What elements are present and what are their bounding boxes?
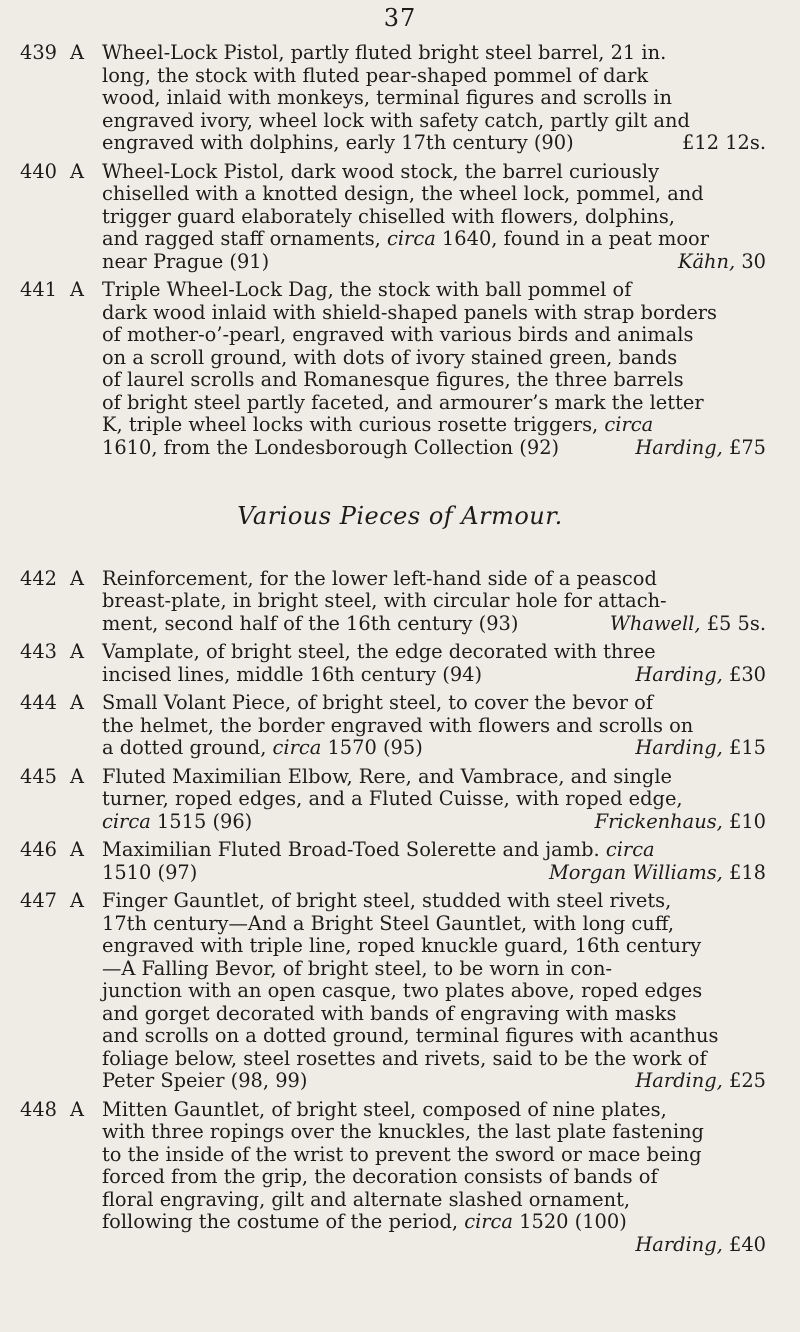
article: A — [70, 691, 85, 714]
catalogue-entry — [0, 766, 800, 834]
buyer-name: Harding, — [635, 1232, 729, 1256]
buyer-price — [635, 737, 766, 760]
buyer-price — [682, 132, 766, 155]
entry-line: breast-plate, in bright steel, with circular hole for attach- — [102, 589, 667, 612]
entry-line: of mother-o’-pearl, engraved with various birds and animals — [102, 323, 694, 346]
article: A — [70, 41, 85, 64]
entry-line: turner, roped edges, and a Fluted Cuisse, with roped edge, — [102, 787, 683, 810]
entry-line: chiselled with a knotted design, the wheel lock, pommel, and — [102, 182, 704, 205]
article: A — [70, 764, 85, 788]
catalogue-entry — [0, 1099, 800, 1257]
article: A — [70, 889, 85, 912]
entry-line: —A Falling Bevor, of bright steel, to be worn in con- — [102, 956, 613, 980]
lot-number: 442 — [20, 566, 58, 590]
price: £75 — [728, 435, 766, 459]
lot-number: 448 — [20, 1097, 58, 1121]
entry-line: dark wood inlaid with shield-shaped panels with strap borders — [102, 300, 718, 324]
buyer-name: Kähn, — [677, 249, 742, 273]
price: £18 — [728, 860, 766, 884]
price: 30 — [741, 249, 766, 273]
buyer-name: Whawell, — [609, 611, 707, 635]
buyer-name: Frickenhaus, — [594, 809, 729, 833]
entry-line: Wheel-Lock Pistol, dark wood stock, the barrel curiously — [102, 159, 660, 183]
entry-line: Mitten Gauntlet, of bright steel, composed of nine plates, — [102, 1097, 667, 1121]
buyer-price — [635, 1070, 766, 1093]
entry-line: Maximilian Fluted Broad-Toed Solerette and jamb. circa — [102, 838, 655, 861]
buyer-name: Morgan Williams, — [548, 860, 729, 884]
buyer-name: Harding, — [635, 435, 729, 459]
entry-line: incised lines, middle 16th century (94) Harding, £30 — [102, 662, 766, 686]
entry-line: and ragged staff ornaments, circa 1640, found in a peat moor — [102, 227, 709, 250]
entry-line: trigger guard elaborately chiselled with flowers, dolphins, — [102, 204, 675, 228]
lot-number: 444 — [20, 691, 58, 714]
price: £15 — [728, 736, 766, 759]
entry-line: engraved ivory, wheel lock with safety catch, partly gilt and — [102, 108, 690, 132]
article: A — [70, 159, 85, 183]
catalogue-entry — [0, 641, 800, 686]
entry-line: long, the stock with fluted pear-shaped pommel of dark — [102, 63, 649, 87]
buyer-price — [610, 613, 766, 636]
lot-number: 440 — [20, 159, 58, 183]
entry-line: of laurel scrolls and Romanesque figures, the three barrels — [102, 368, 684, 391]
catalogue-entry — [0, 42, 800, 155]
catalogue-entry — [0, 839, 800, 884]
entry-line: with three ropings over the knuckles, the last plate fastening — [102, 1120, 704, 1143]
armour-entries — [0, 568, 800, 1257]
lot-number: 447 — [20, 889, 58, 912]
entry-line: junction with an open casque, two plates above, roped edges — [102, 979, 703, 1002]
price: £40 — [728, 1232, 766, 1256]
entry-line: 17th century—And a Bright Steel Gauntlet, with long cuff, — [102, 911, 674, 935]
entry-line: engraved with dolphins, early 17th century (90) £12 12s. — [102, 131, 766, 154]
entry-line: K, triple wheel locks with curious rosette triggers, circa — [102, 413, 654, 436]
catalogue-entries — [0, 42, 800, 1256]
entry-line: Reinforcement, for the lower left-hand side of a peascod — [102, 566, 657, 590]
entry-line: a dotted ground, circa 1570 (95) Harding, £15 — [102, 736, 766, 759]
catalogue-entry — [0, 692, 800, 760]
lot-number: 439 — [20, 41, 58, 64]
price: £30 — [728, 662, 766, 686]
catalogue-entry — [0, 161, 800, 274]
entry-line: wood, inlaid with monkeys, terminal figures and scrolls in — [102, 86, 672, 109]
article: A — [70, 566, 85, 590]
entry-line: Peter Speier (98, 99) Harding, £25 — [102, 1069, 766, 1092]
article: A — [70, 838, 85, 861]
buyer-price — [678, 251, 766, 274]
article: A — [70, 278, 85, 301]
entry-line: forced from the grip, the decoration consists of bands of — [102, 1165, 658, 1188]
lot-number: 445 — [20, 764, 58, 788]
entry-line: Vamplate, of bright steel, the edge decorated with three — [102, 640, 656, 663]
entry-line: 1510 (97) Morgan Williams, £18 — [102, 860, 766, 884]
entry-line: following the costume of the period, circa 1520 (100) — [102, 1210, 627, 1233]
entry-line: the helmet, the border engraved with flowers and scrolls on — [102, 713, 694, 737]
entry-line: and scrolls on a dotted ground, terminal figures with acanthus — [102, 1024, 719, 1047]
price: £5 5s. — [706, 611, 766, 635]
entry-line: on a scroll ground, with dots of ivory stained green, bands — [102, 345, 678, 369]
article: A — [70, 1097, 85, 1121]
entry-line: Fluted Maximilian Elbow, Rere, and Vambrace, and single — [102, 764, 673, 788]
entry-line: Triple Wheel-Lock Dag, the stock with ball pommel of — [102, 278, 632, 301]
entry-line: and gorget decorated with bands of engraving with masks — [102, 1001, 677, 1025]
catalogue-entry — [0, 890, 800, 1093]
entry-line: near Prague (91) Kähn, 30 — [102, 249, 766, 273]
entry-line — [0, 1234, 800, 1257]
buyer-price — [595, 811, 766, 834]
entry-line: Small Volant Piece, of bright steel, to cover the bevor of — [102, 691, 654, 714]
entry-line: Finger Gauntlet, of bright steel, studded with steel rivets, — [102, 889, 672, 912]
entry-line: foliage below, steel rosettes and rivets, said to be the work of — [102, 1046, 707, 1070]
entry-line: circa 1515 (96) Frickenhaus, £10 — [102, 809, 766, 833]
entry-line: 1610, from the Londesborough Collection (92) Harding, £75 — [102, 435, 766, 459]
entry-line: of bright steel partly faceted, and armourer’s mark the letter — [102, 390, 704, 414]
price: £25 — [728, 1069, 766, 1092]
entry-line: ment, second half of the 16th century (93) Whawell, £5 5s. — [102, 611, 766, 635]
catalogue-entry — [0, 568, 800, 636]
buyer-name: Harding, — [635, 662, 729, 686]
entry-line: engraved with triple line, roped knuckle guard, 16th century — [102, 934, 702, 957]
buyer-price — [635, 664, 766, 687]
lot-number: 446 — [20, 838, 58, 861]
page-number: 37 — [383, 4, 417, 32]
lot-number: 441 — [20, 278, 58, 301]
article: A — [70, 640, 85, 663]
buyer-name: Harding, — [635, 736, 729, 759]
catalogue-entry — [0, 279, 800, 459]
firearms-entries — [0, 42, 800, 459]
entry-line: Wheel-Lock Pistol, partly fluted bright steel barrel, 21 in. — [102, 41, 667, 64]
price: £12 12s. — [682, 131, 766, 154]
lot-number: 443 — [20, 640, 58, 663]
buyer-price — [635, 1234, 766, 1257]
price: £10 — [728, 809, 766, 833]
buyer-name: Harding, — [635, 1069, 729, 1092]
entry-line: floral engraving, gilt and alternate slashed ornament, — [102, 1187, 631, 1211]
buyer-price — [549, 862, 766, 885]
buyer-price — [635, 437, 766, 460]
section-heading: Various Pieces of Armour. — [237, 502, 563, 530]
entry-line: to the inside of the wrist to prevent the sword or mace being — [102, 1142, 702, 1166]
